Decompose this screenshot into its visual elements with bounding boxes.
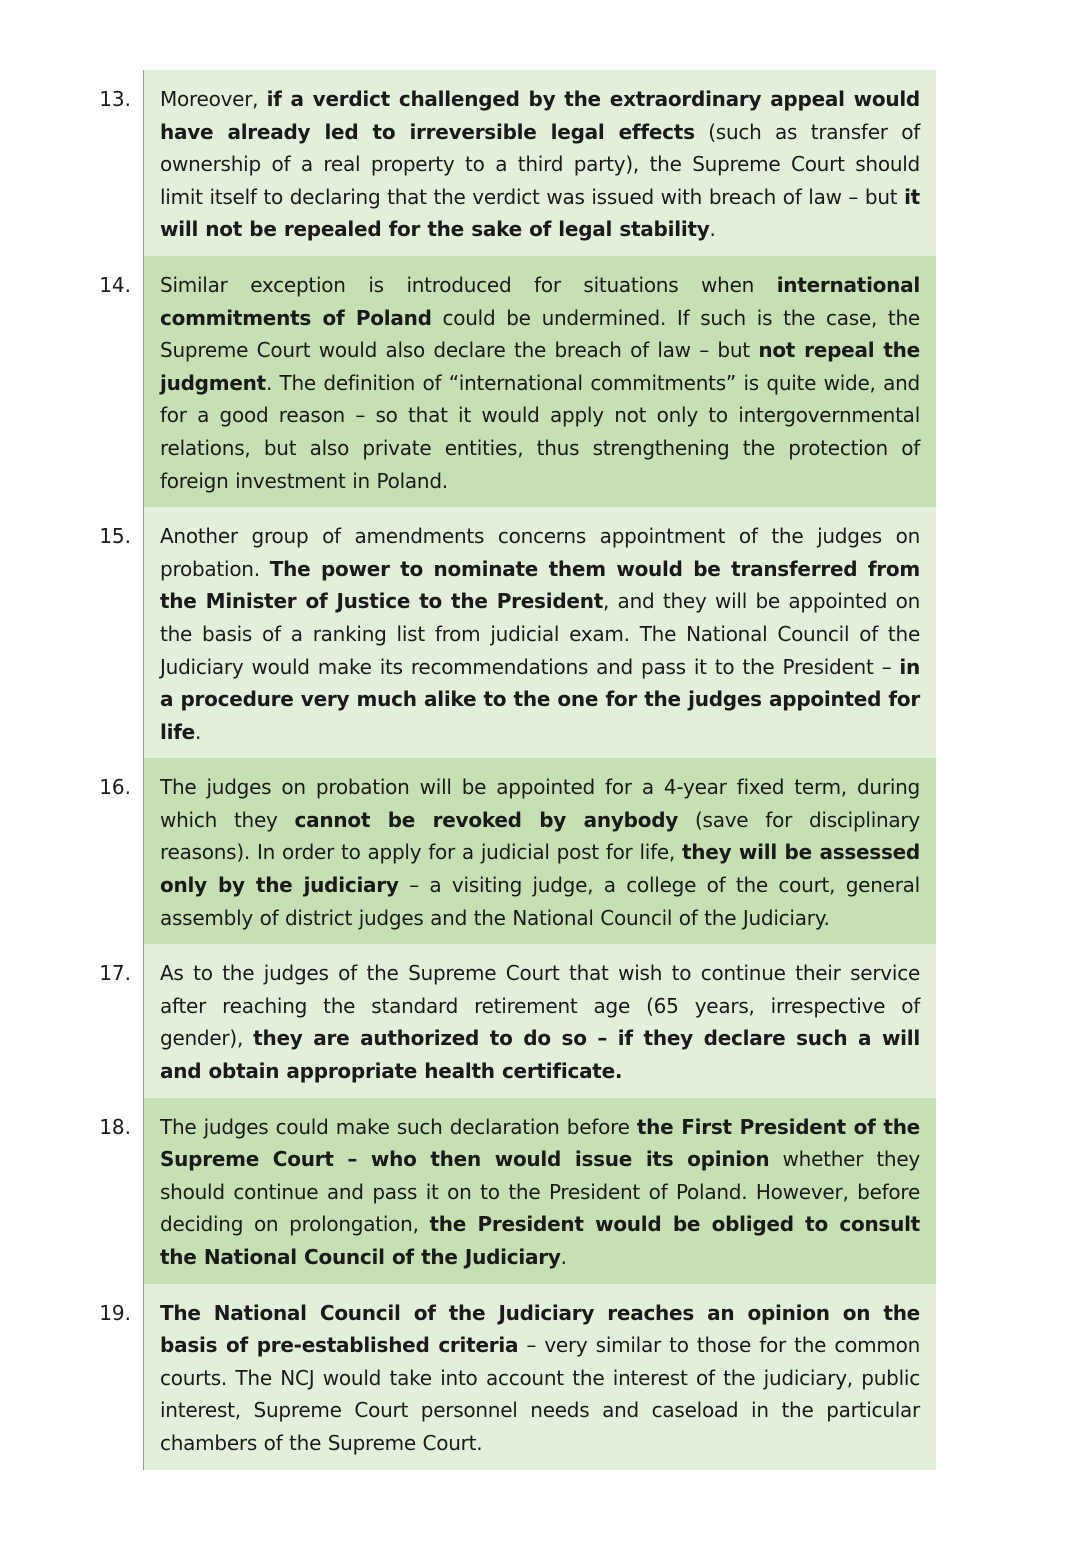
text-segment: – very similar to those for the common courts. The NCJ would take into account the interest of the judiciary, public interest, Supreme Court personnel needs and caseload in the particular chambers of the Supreme Court. (160, 1333, 920, 1455)
bold-text-segment: they are authorized to do so – if they declare such a will and obtain appropriate health certificate. (160, 1026, 920, 1084)
paragraph-19 (88, 1284, 936, 1470)
bold-text-segment: cannot be revoked by anybody (294, 807, 679, 832)
paragraph-number: 13. (88, 70, 144, 256)
bold-text-segment: it will not be repealed for the sake of legal stability (160, 184, 920, 242)
paragraph-text (144, 1284, 936, 1470)
text-segment: , and they will be appointed on the basis of a ranking list from judicial exam. The National Council of the Judiciary would make its recommendations and pass it to the President – (160, 589, 920, 679)
bold-text-segment: they will be assessed only by the judiciary (160, 840, 921, 898)
paragraph-text (144, 944, 936, 1097)
text-segment: The judges could make such declaration before (160, 1114, 637, 1139)
text-segment: . The definition of “international commitments” is quite wide, and for a good reason – so that it would apply not only to intergovernmental relations, but also private entities, thus strengthening the protection of foreign investment in Poland. (160, 370, 920, 493)
text-segment: whether they should continue and pass it on to the President of Poland. However, before deciding on prolongation, (160, 1147, 921, 1237)
paragraph-15 (88, 507, 936, 758)
bold-text-segment: The National Council of the Judiciary reaches an opinion on the basis of pre-established criteria (160, 1300, 920, 1358)
paragraph-text (144, 758, 936, 944)
paragraph-number: 15. (88, 507, 144, 758)
paragraph-14 (88, 256, 936, 507)
bold-text-segment: in a procedure very much alike to the one for the judges appointed for life (160, 654, 920, 744)
text-segment: . (194, 719, 202, 744)
text-segment: Similar exception is introduced for situations when (160, 272, 777, 297)
paragraph-number: 18. (88, 1098, 144, 1284)
text-segment: could be undermined. If such is the case, the Supreme Court would also declare the breach of law – but (160, 305, 920, 363)
numbered-paragraph-list (88, 70, 936, 1470)
bold-text-segment: the First President of the Supreme Court – who then would issue its opinion (160, 1114, 920, 1172)
text-segment: – a visiting judge, a college of the court, general assembly of district judges and the National Council of the Judiciary. (160, 873, 920, 930)
text-segment: As to the judges of the Supreme Court that wish to continue their service after reaching the standard retirement age (65 years, irrespective of gender), (160, 961, 920, 1051)
bold-text-segment: not repeal the judgment (160, 338, 920, 395)
text-segment: The judges on probation will be appointed for a 4-year fixed term, during which they (160, 775, 920, 832)
paragraph-text (144, 1098, 936, 1284)
paragraph-text (144, 507, 936, 758)
paragraph-18 (88, 1098, 936, 1284)
bold-text-segment: The power to nominate them would be transferred from the Minister of Justice to the President (160, 556, 920, 614)
text-segment: Moreover, (160, 87, 267, 111)
text-segment: (save for disciplinary reasons). In order to apply for a judicial post for life, (160, 807, 920, 865)
paragraph-number: 14. (88, 256, 144, 507)
paragraph-text (144, 256, 936, 507)
text-segment: (such as transfer of ownership of a real property to a third party), the Supreme Court should limit itself to declaring that the verdict was issued with breach of law – but (160, 119, 920, 209)
paragraph-number: 17. (88, 944, 144, 1097)
paragraph-number: 19. (88, 1284, 144, 1470)
paragraph-number: 16. (88, 758, 144, 944)
paragraph-17 (88, 944, 936, 1097)
text-segment: Another group of amendments concerns appointment of the judges on probation. (160, 524, 920, 581)
text-segment: . (709, 217, 716, 242)
bold-text-segment: international commitments of Poland (160, 272, 920, 330)
bold-text-segment: the President would be obliged to consult the National Council of the Judiciary (160, 1212, 920, 1269)
paragraph-16 (88, 758, 936, 944)
paragraph-13 (88, 70, 936, 256)
text-segment: . (560, 1245, 567, 1269)
paragraph-text (144, 70, 936, 256)
bold-text-segment: if a verdict challenged by the extraordinary appeal would have already led to irreversible legal effects (160, 87, 920, 144)
